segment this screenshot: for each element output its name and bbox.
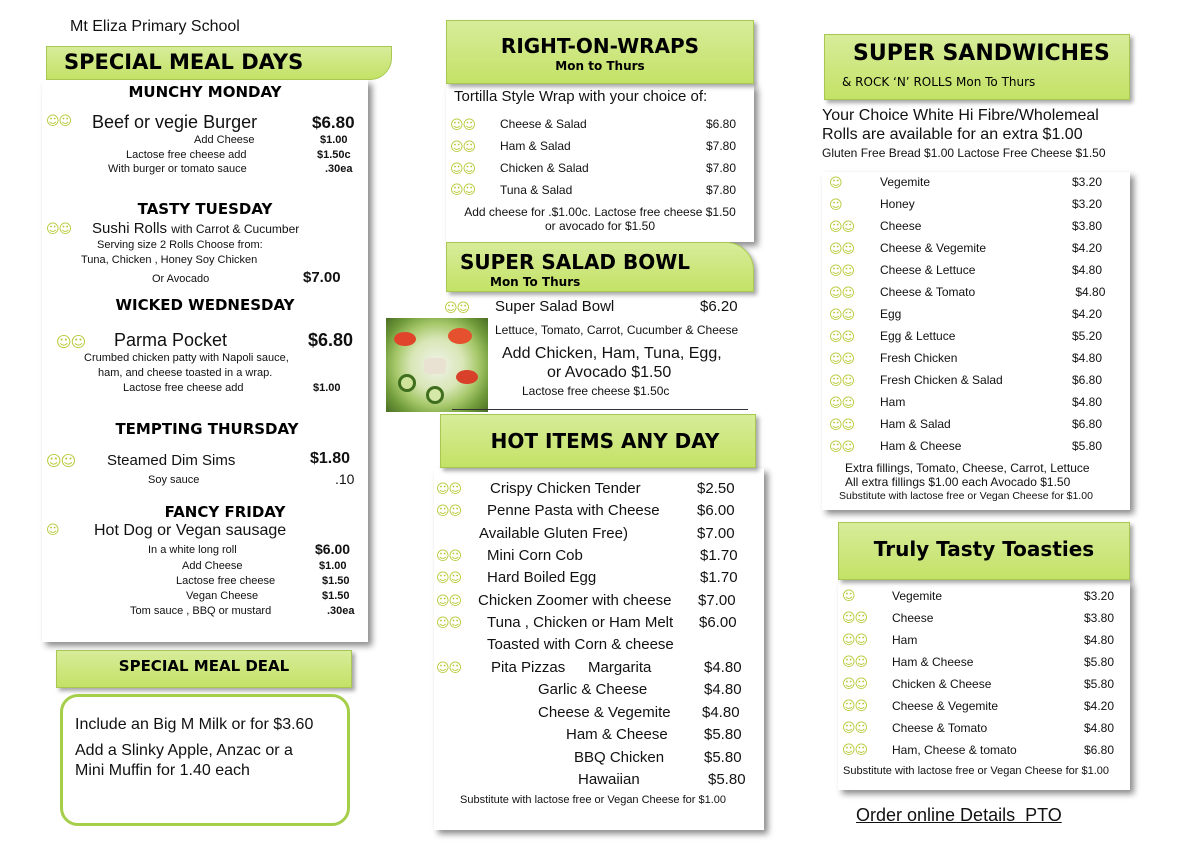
pizza-item: Garlic & Cheese: [538, 681, 648, 698]
sandwich-price: $3.20: [1072, 175, 1103, 189]
hot-item: Hard Boiled Egg: [487, 569, 597, 586]
sandwich-item: Vegemite: [880, 175, 931, 189]
smile-icon: ☺: [829, 198, 842, 213]
meal-deal-line-1: Include an Big M Milk or for $3.60: [75, 716, 314, 733]
monday-extra-2: Lactose free cheese add: [126, 149, 247, 161]
sandwich-price: $4.20: [1072, 307, 1103, 321]
sandwich-price: $4.20: [1072, 241, 1103, 255]
thursday-price: $1.80: [310, 450, 351, 467]
smile-icon: ☺☺: [842, 611, 868, 626]
pizza-price: $4.80: [702, 704, 740, 721]
friday-heading: FANCY FRIDAY: [164, 503, 286, 521]
sandwich-item: Ham & Salad: [880, 417, 951, 431]
smile-icon: ☺☺: [842, 655, 868, 670]
wraps-note-2: or avocado for $1.50: [544, 219, 656, 233]
smile-icon: ☺☺: [842, 677, 868, 692]
school-name: Mt Eliza Primary School: [70, 18, 240, 35]
smile-icon: ☺☺: [450, 140, 476, 155]
friday-extra-4: Vegan Cheese: [186, 590, 259, 602]
wraps-note-1: Add cheese for .$1.00c. Lactose free cheese $1.50: [464, 205, 736, 219]
wraps-subtitle: Mon to Thurs: [555, 59, 645, 73]
wraps-title: RIGHT-ON-WRAPS: [500, 34, 700, 58]
hot-price: $1.70: [700, 547, 738, 564]
toastie-price: $3.20: [1084, 589, 1115, 603]
toastie-price: $3.80: [1084, 611, 1115, 625]
toastie-price: $5.80: [1084, 655, 1115, 669]
sandwich-price: $4.80: [1072, 285, 1106, 299]
sandwiches-note-2: All extra fillings $1.00 each Avocado $1.50: [845, 475, 1071, 489]
monday-extra-3: With burger or tomato sauce: [108, 163, 247, 175]
monday-extra-1: Add Cheese: [194, 134, 255, 146]
wrap-item: Chicken & Salad: [500, 161, 589, 175]
sandwiches-intro-2: Rolls are available for an extra $1.00: [822, 126, 1083, 143]
pizza-item: Margarita: [588, 659, 652, 676]
thursday-heading: TEMPTING THURSDAY: [115, 420, 299, 438]
wrap-price: $7.80: [706, 139, 737, 153]
sandwich-price: $5.80: [1072, 439, 1103, 453]
wrap-price: $7.80: [706, 183, 737, 197]
toastie-price: $4.80: [1084, 721, 1115, 735]
toastie-item: Ham: [892, 633, 918, 647]
wrap-item: Tuna & Salad: [500, 183, 573, 197]
sandwich-item: Cheese & Lettuce: [880, 263, 976, 277]
friday-extra-2-price: $1.00: [319, 560, 347, 572]
smile-icon: ☺☺: [436, 661, 462, 676]
tuesday-line-2: Tuna, Chicken , Honey Soy Chicken: [81, 254, 258, 266]
salad-desc: Lettuce, Tomato, Carrot, Cucumber & Cheese: [495, 323, 739, 337]
pizza-price: $5.80: [704, 726, 742, 743]
wraps-intro: Tortilla Style Wrap with your choice of:: [454, 88, 708, 105]
smile-icon: ☺☺: [46, 222, 72, 237]
hot-items-title: HOT ITEMS ANY DAY: [490, 429, 720, 453]
monday-heading: MUNCHY MONDAY: [128, 83, 282, 101]
wednesday-heading: WICKED WEDNESDAY: [115, 296, 295, 314]
sandwich-price: $6.80: [1072, 373, 1103, 387]
wednesday-extra-price: $1.00: [313, 382, 341, 394]
smile-icon: ☺☺: [450, 183, 476, 198]
salad-title: SUPER SALAD BOWL: [460, 250, 691, 274]
hot-price: $6.00: [699, 614, 737, 631]
toastie-item: Chicken & Cheese: [892, 677, 992, 691]
hot-item: Toasted with Corn & cheese: [487, 636, 674, 653]
pizza-item: Ham & Cheese: [566, 726, 668, 743]
sandwiches-intro-1: Your Choice White Hi Fibre/Wholemeal: [822, 107, 1099, 124]
smile-icon: ☺☺: [842, 699, 868, 714]
hot-item: Crispy Chicken Tender: [490, 480, 641, 497]
friday-extra-3: Lactose free cheese: [176, 575, 276, 587]
wednesday-extra: Lactose free cheese add: [123, 382, 244, 394]
salad-bowl-image: [386, 318, 488, 412]
hot-item: Available Gluten Free): [479, 525, 628, 542]
smile-icon: ☺☺: [444, 301, 470, 316]
sandwich-item: Cheese & Vegemite: [880, 241, 987, 255]
wednesday-item: Parma Pocket: [114, 330, 228, 350]
monday-item: Beef or vegie Burger: [92, 112, 258, 132]
toastie-item: Vegemite: [892, 589, 943, 603]
friday-extra-3-price: $1.50: [322, 575, 350, 587]
sandwiches-note-3: Substitute with lactose free or Vegan Cheese for $1.00: [839, 490, 1093, 502]
hot-price: $6.00: [697, 502, 735, 519]
smile-icon: ☺☺: [436, 594, 462, 609]
toastie-item: Cheese & Vegemite: [892, 699, 999, 713]
smile-icon: ☺☺: [829, 440, 855, 455]
friday-extra-5: Tom sauce , BBQ or mustard: [130, 605, 272, 617]
smile-icon: ☺☺: [829, 308, 855, 323]
thursday-extra: Soy sauce: [148, 474, 200, 486]
sandwiches-note-1: Extra fillings, Tomato, Cheese, Carrot, Lettuce: [845, 461, 1090, 475]
sandwich-price: $4.80: [1072, 263, 1103, 277]
order-online-link[interactable]: Order online Details PTO: [856, 805, 1062, 825]
hot-item: Mini Corn Cob: [487, 547, 583, 564]
smile-icon: ☺☺: [842, 633, 868, 648]
hot-price: $1.70: [700, 569, 738, 586]
tuesday-item-note: with Carrot & Cucumber: [171, 222, 300, 236]
monday-extra-2-price: $1.50c: [317, 149, 351, 161]
monday-extra-3-price: .30ea: [325, 163, 353, 175]
sandwich-price: $3.80: [1072, 219, 1103, 233]
chicken-piece: [424, 358, 446, 374]
friday-extra-4-price: $1.50: [322, 590, 350, 602]
toastie-price: $5.80: [1084, 677, 1115, 691]
sandwiches-subtitle: & ROCK ‘N’ ROLLS Mon To Thurs: [842, 75, 1036, 89]
salad-subtitle: Mon To Thurs: [490, 275, 581, 289]
friday-extra-5-price: .30ea: [327, 605, 355, 617]
smile-icon: ☺☺: [56, 333, 86, 351]
sandwiches-title: SUPER SANDWICHES: [853, 41, 1110, 66]
smile-icon: ☺☺: [450, 162, 476, 177]
smile-icon: ☺: [46, 523, 59, 538]
toastie-item: Cheese: [892, 611, 934, 625]
sandwich-price: $4.80: [1072, 351, 1103, 365]
hot-item: Penne Pasta with Cheese: [487, 502, 660, 519]
toastie-price: $4.20: [1084, 699, 1115, 713]
friday-item: Hot Dog or Vegan sausage: [94, 522, 287, 539]
toastie-item: Ham & Cheese: [892, 655, 974, 669]
meal-deal-line-3: Mini Muffin for 1.40 each: [75, 762, 250, 779]
hot-price: $7.00: [697, 525, 735, 542]
salad-item: Super Salad Bowl: [495, 298, 615, 315]
pizza-price: $5.80: [704, 749, 742, 766]
smile-icon: ☺☺: [46, 114, 72, 129]
pizza-item: Hawaiian: [578, 771, 640, 788]
tomato-slice: [394, 332, 416, 346]
sandwich-price: $5.20: [1072, 329, 1103, 343]
sandwich-item: Ham & Cheese: [880, 439, 962, 453]
wednesday-desc-2: ham, and cheese toasted in a wrap.: [98, 367, 273, 379]
thursday-extra-price: .10: [335, 471, 355, 487]
thursday-item: Steamed Dim Sims: [107, 452, 236, 469]
sandwich-item: Egg & Lettuce: [880, 329, 956, 343]
sandwiches-intro-3: Gluten Free Bread $1.00 Lactose Free Cheese $1.50: [822, 146, 1106, 160]
smile-icon: ☺: [842, 589, 855, 604]
meal-deal-title: SPECIAL MEAL DEAL: [118, 657, 290, 675]
smile-icon: ☺☺: [829, 286, 855, 301]
meal-deal-box: [60, 694, 350, 826]
hot-price: $7.00: [698, 592, 736, 609]
monday-extra-1-price: $1.00: [320, 134, 348, 146]
toasties-title: Truly Tasty Toasties: [873, 537, 1095, 561]
tuesday-price: $7.00: [303, 269, 341, 286]
toastie-price: $6.80: [1084, 743, 1115, 757]
smile-icon: ☺☺: [436, 504, 462, 519]
sandwich-price: $3.20: [1072, 197, 1103, 211]
sandwich-item: Honey: [880, 197, 915, 211]
pizza-price: $4.80: [704, 681, 742, 698]
cucumber-slice: [426, 386, 444, 404]
smile-icon: ☺☺: [436, 549, 462, 564]
tomato-slice: [456, 370, 478, 384]
friday-extra-1: In a white long roll: [148, 544, 237, 556]
smile-icon: ☺☺: [436, 571, 462, 586]
wrap-price: $7.80: [706, 161, 737, 175]
pizza-price: $5.80: [708, 771, 746, 788]
wrap-price: $6.80: [706, 117, 737, 131]
smile-icon: ☺☺: [829, 220, 855, 235]
salad-add-1: Add Chicken, Ham, Tuna, Egg,: [502, 345, 722, 362]
smile-icon: ☺☺: [829, 264, 855, 279]
toastie-item: Cheese & Tomato: [892, 721, 988, 735]
sandwich-item: Egg: [880, 307, 902, 321]
toasties-note: Substitute with lactose free or Vegan Cheese for $1.00: [843, 765, 1109, 777]
tomato-slice: [448, 328, 472, 344]
smile-icon: ☺☺: [842, 721, 868, 736]
smile-icon: ☺☺: [842, 743, 868, 758]
salad-price: $6.20: [700, 298, 738, 315]
sandwich-item: Cheese: [880, 219, 922, 233]
smile-icon: ☺☺: [436, 482, 462, 497]
friday-extra-2: Add Cheese: [182, 560, 243, 572]
smile-icon: ☺☺: [829, 242, 855, 257]
pizza-label: Pita Pizzas: [491, 659, 566, 676]
hot-item: Tuna , Chicken or Ham Melt: [487, 614, 674, 631]
smile-icon: ☺☺: [829, 396, 855, 411]
meal-deal-line-2: Add a Slinky Apple, Anzac or a: [75, 742, 293, 759]
smile-icon: ☺☺: [829, 352, 855, 367]
hot-item: Chicken Zoomer with cheese: [478, 592, 672, 609]
smile-icon: ☺☺: [450, 118, 476, 133]
monday-price: $6.80: [312, 113, 355, 132]
tuesday-heading: TASTY TUESDAY: [137, 200, 273, 218]
wednesday-desc-1: Crumbed chicken patty with Napoli sauce,: [84, 352, 289, 364]
pizza-price: $4.80: [704, 659, 742, 676]
tuesday-item: Sushi Rolls with Carrot & Cucumber: [92, 220, 300, 237]
divider: [452, 409, 748, 410]
sandwich-price: $4.80: [1072, 395, 1103, 409]
toastie-price: $4.80: [1084, 633, 1115, 647]
hot-price: $2.50: [697, 480, 735, 497]
pizza-item: BBQ Chicken: [574, 749, 665, 766]
wrap-item: Ham & Salad: [500, 139, 571, 153]
smile-icon: ☺☺: [829, 418, 855, 433]
smile-icon: ☺☺: [829, 374, 855, 389]
tuesday-line-1: Serving size 2 Rolls Choose from:: [97, 239, 263, 251]
wrap-item: Cheese & Salad: [500, 117, 587, 131]
cucumber-slice: [398, 374, 416, 392]
smile-icon: ☺☺: [436, 616, 462, 631]
smile-icon: ☺☺: [46, 452, 76, 470]
sandwich-item: Ham: [880, 395, 906, 409]
sandwich-item: Cheese & Tomato: [880, 285, 976, 299]
pizza-item: Cheese & Vegemite: [538, 704, 671, 721]
tuesday-line-3: Or Avocado: [152, 273, 210, 285]
sandwich-item: Fresh Chicken: [880, 351, 958, 365]
smile-icon: ☺☺: [829, 330, 855, 345]
salad-lactose: Lactose free cheese $1.50c: [522, 384, 670, 398]
friday-extra-1-price: $6.00: [315, 541, 351, 557]
special-days-title: SPECIAL MEAL DAYS: [64, 50, 304, 74]
salad-add-2: or Avocado $1.50: [547, 364, 672, 381]
sandwich-item: Fresh Chicken & Salad: [880, 373, 1003, 387]
sandwich-price: $6.80: [1072, 417, 1103, 431]
hot-items-note: Substitute with lactose free or Vegan Cheese for $1.00: [460, 794, 726, 806]
smile-icon: ☺: [829, 176, 842, 191]
toastie-item: Ham, Cheese & tomato: [892, 743, 1017, 757]
wednesday-price: $6.80: [308, 330, 354, 350]
